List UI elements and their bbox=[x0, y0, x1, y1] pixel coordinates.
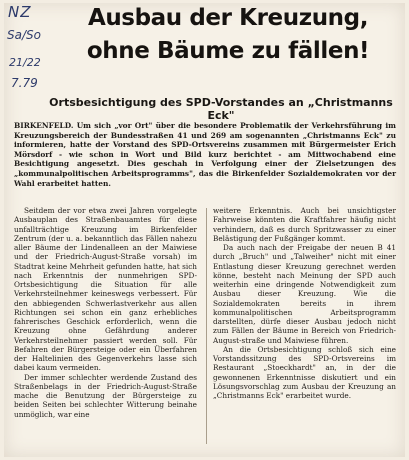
paragraph: Da auch nach der Freigabe der neuen B 41 durch „Bruch" und „Talweiher" nicht mit einer Entlastung dieser Kreuzung gerechnet werden könne, besteht nach Meinung der SPD auch weiterhin eine dringende Notwendigkeit zum Ausbau dieser Kreuzung. Wie die Sozialdemokraten bereits in ihrem kommunalpolitischen Arbeitsprogramm darstellten, dürfe dieser Ausbau jedoch nicht zum Fällen der Bäume in Bereich von Friedrich-August-straße und Maiwiese führen. bbox=[213, 243, 396, 345]
paragraph: An die Ortsbesichtigung schloß sich eine Vorstandssitzung des SPD-Ortsvereins im Restaurant „Stoeckhardt" an, in der die gewonnenen Erkenntnisse diskutiert und ein Lösungsvorschlag zum Ausbau der Kreuzung an „Christmanns Eck" erarbeitet wurde. bbox=[213, 344, 396, 400]
article-column-right bbox=[213, 206, 396, 400]
article-subheadline: Ortsbesichtigung des SPD-Vorstandes an „Christmanns Eck" bbox=[49, 96, 393, 122]
column-divider bbox=[206, 208, 207, 444]
handwritten-note-day: Sa/So bbox=[7, 28, 41, 42]
paragraph: Der immer schlechter werdende Zustand des Straßenbelags in der Friedrich-August-Straße mache die Benutzung der Bürgersteige zu beiden Seiten bei schlechter Witterung beinahe unmöglich, war eine bbox=[14, 372, 197, 419]
headline-line-1: Ausbau der Kreuzung, bbox=[87, 5, 369, 31]
article-headline bbox=[55, 2, 401, 68]
paragraph: weitere Erkenntnis. Auch bei unsichtigster Fahrweise könnten die Kraftfahrer häufig nicht verhindern, daß es durch Spritzwasser zu einer Belästigung der Fußgänger kommt. bbox=[213, 206, 396, 243]
paragraph: Seitdem der vor etwa zwei Jahren vorgelegte Ausbauplan des Straßenbauamtes für diese unfallträchtige Kreuzung im Birkenfelder Zentrum (der u. a. bekanntlich das Fällen nahezu aller Bäume der Lindenalleen an der Maiwiese und der Friedrich-August-Straße vorsah) im Stadtrat keine Mehrheit gefunden hatte, hat sich nach Erkenntnis der nunmehrigen SPD-Ortsbesichtigung die Situation für alle Verkehrsteilnehmer keineswegs verbessert. Für den abbiegenden Schwerlastverkehr aus allen Richtungen sei schon ein ganz erhebliches fahrerisches Geschick erforderlich, wenn die Kreuzung ohne Gefährdung anderer Verkehrsteilnehmer passiert werden soll. Für Befahren der Bürgersteige oder ein Überfahren der Haltelinien des Gegenverkehrs lasse sich dabei kaum vermeiden. bbox=[14, 206, 197, 373]
handwritten-note-year: 7.79 bbox=[11, 76, 38, 90]
headline-line-2: ohne Bäume zu fällen! bbox=[86, 38, 370, 64]
article-column-left bbox=[14, 206, 197, 419]
handwritten-note-date: 21/22 bbox=[9, 56, 41, 69]
article-lead-paragraph: BIRKENFELD. Um sich „vor Ort" über die besondere Problematik der Verkehrsführung im Kreuzungsbereich der Bundesstraßen 41 und 269 am sogenannten „Christmanns Eck" zu informieren, hatte der Vorstand des SPD-Ortsvereins zusammen mit Bürgermeister Erich Mörsdorf - wie schon in Wort und Bild kurz berichtet - am Mittwochabend eine Besichtigung angesetzt. Dies geschah in Verfolgung einer der Zielsetzungen des „kommunalpolitischen Arbeitsprogramms", das die Birkenfelder Sozialdemokraten vor der Wahl erarbeitet hatten. bbox=[14, 121, 396, 188]
handwritten-note-source: NZ bbox=[8, 3, 32, 21]
